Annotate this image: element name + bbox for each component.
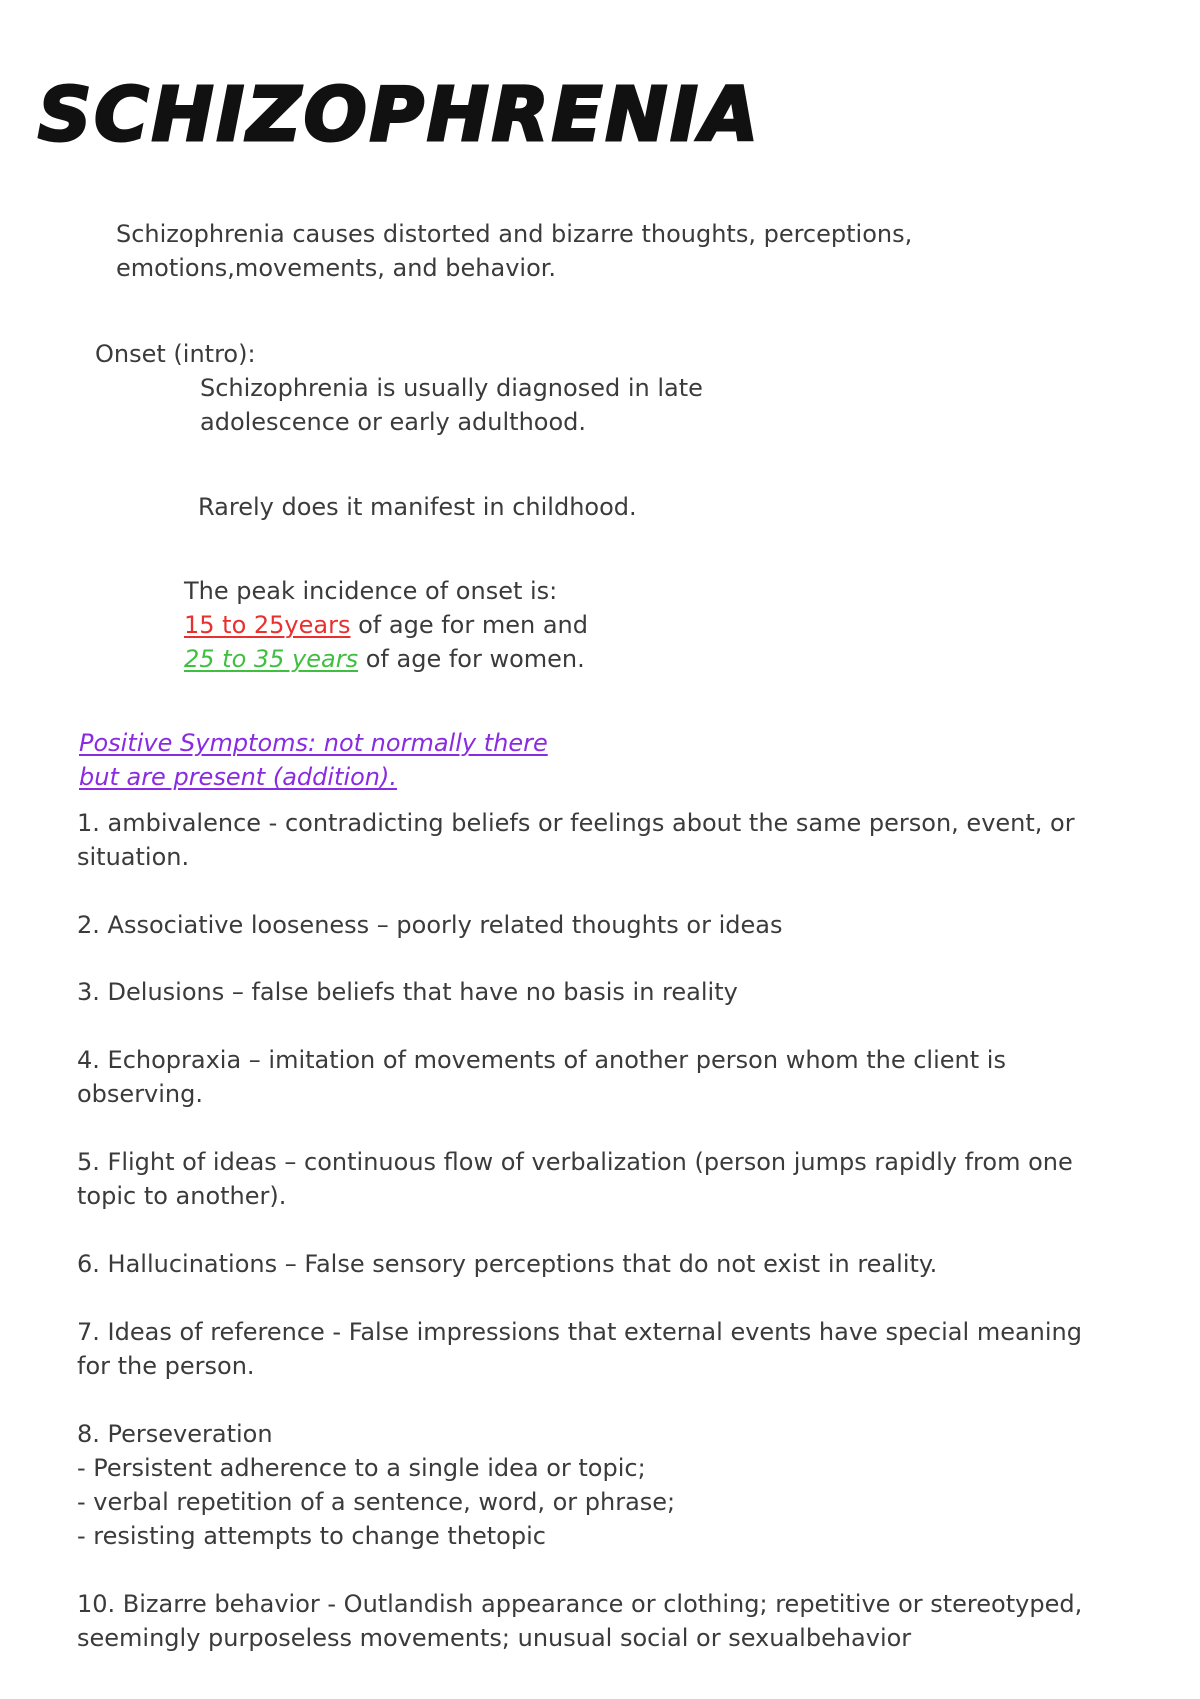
symptom-3: 3. Delusions – false beliefs that have no basis in reality [77, 978, 738, 1006]
positive-heading-line-2: but are present (addition). [79, 763, 398, 791]
intro-line-1: Schizophrenia causes distorted and bizarre thoughts, perceptions, [116, 220, 913, 248]
onset-men [184, 608, 588, 642]
symptom-7-line-1: 7. Ideas of reference - False impressions that external events have special meaning [77, 1318, 1082, 1346]
symptom-6: 6. Hallucinations – False sensory perceptions that do not exist in reality. [77, 1250, 938, 1278]
symptom-4-line-2: observing. [77, 1080, 203, 1108]
onset-diagnosis-line-2: adolescence or early adulthood. [200, 408, 587, 436]
women-age-range: 25 to 35 years [184, 645, 359, 673]
women-suffix: of age for women. [358, 645, 585, 673]
symptom-1-line-2: situation. [77, 843, 190, 871]
symptom-1-line-1: 1. ambivalence - contradicting beliefs or feelings about the same person, event, or [77, 809, 1075, 837]
title-text: SCHIZOPHRENIA [38, 72, 762, 158]
onset-women [184, 642, 585, 676]
symptom-8-line-4: - resisting attempts to change thetopic [77, 1522, 546, 1550]
men-age-range: 15 to 25years [184, 611, 351, 639]
symptom-10-line-2: seemingly purposeless movements; unusual social or sexualbehavior [77, 1624, 912, 1652]
symptom-10-line-1: 10. Bizarre behavior - Outlandish appearance or clothing; repetitive or stereotyped, [77, 1590, 1083, 1618]
symptom-2: 2. Associative looseness – poorly related thoughts or ideas [77, 911, 783, 939]
symptom-8-line-2: - Persistent adherence to a single idea or topic; [77, 1454, 646, 1482]
onset-diagnosis-line-1: Schizophrenia is usually diagnosed in late [200, 374, 703, 402]
onset-heading: Onset (intro): [95, 340, 256, 368]
men-suffix: of age for men and [350, 611, 588, 639]
symptom-8-line-3: - verbal repetition of a sentence, word, or phrase; [77, 1488, 676, 1516]
onset-peak-label: The peak incidence of onset is: [184, 577, 558, 605]
onset-rarely: Rarely does it manifest in childhood. [198, 493, 637, 521]
symptom-7-line-2: for the person. [77, 1352, 255, 1380]
page-title [38, 72, 762, 162]
symptom-8-line-1: 8. Perseveration [77, 1420, 273, 1448]
symptom-5-line-1: 5. Flight of ideas – continuous flow of verbalization (person jumps rapidly from one [77, 1148, 1073, 1176]
handwritten-title-art [38, 72, 762, 162]
intro-line-2: emotions,movements, and behavior. [116, 254, 557, 282]
positive-heading-line-1: Positive Symptoms: not normally there [79, 729, 548, 757]
symptom-5-line-2: topic to another). [77, 1182, 287, 1210]
symptom-4-line-1: 4. Echopraxia – imitation of movements of another person whom the client is [77, 1046, 1006, 1074]
